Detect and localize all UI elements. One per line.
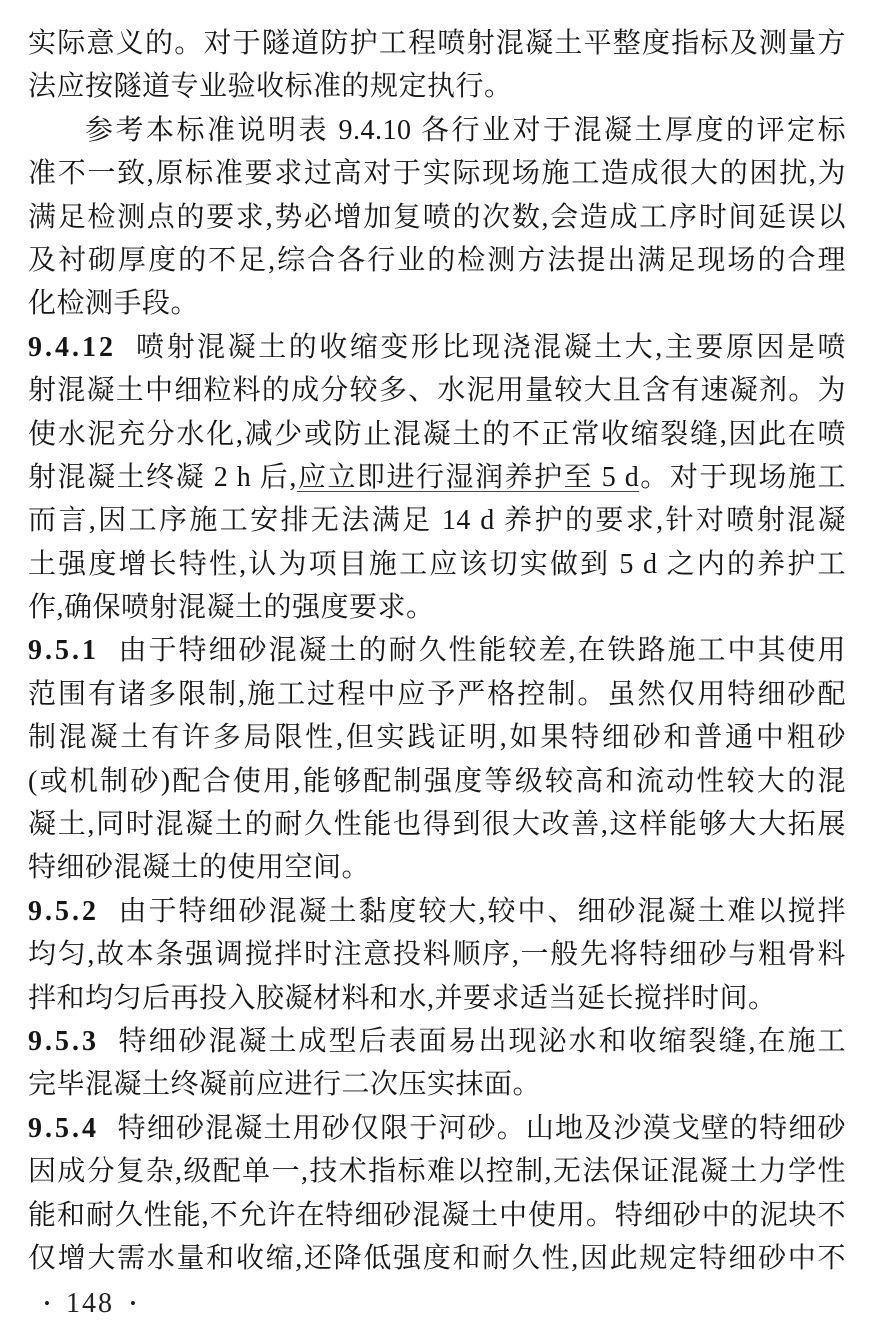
text-segment: 凝土,同时混凝土的耐久性能也得到很大改善,这样能够大大拓展 bbox=[28, 809, 846, 841]
clause-number: 9.5.3 bbox=[28, 1025, 99, 1057]
text-segment: 特细砂混凝土成型后表面易出现泌水和收缩裂缝,在施工 bbox=[117, 1025, 846, 1057]
text-segment: 完毕混凝土终凝前应进行二次压实抹面。 bbox=[28, 1069, 542, 1101]
text-segment: 喷射混凝土的收缩变形比现浇混凝土大,主要原因是喷 bbox=[134, 331, 846, 363]
page-number: 148 bbox=[65, 1288, 114, 1319]
text-segment: 均匀,故本条强调搅拌时注意投料顺序,一般先将特细砂与粗骨料 bbox=[28, 939, 846, 971]
clause-number: 9.5.2 bbox=[28, 895, 99, 927]
underlined-phrase: 应立即进行湿润养护至 5 d bbox=[296, 461, 640, 493]
text-line bbox=[28, 152, 846, 195]
text-line bbox=[28, 543, 846, 586]
text-segment: 而言,因工序施工安排无法满足 14 d 养护的要求,针对喷射混凝 bbox=[28, 505, 846, 537]
text-segment: 特细砂混凝土的使用空间。 bbox=[28, 852, 371, 884]
text-segment: 特细砂混凝土用砂仅限于河砂。山地及沙漠戈壁的特细砂 bbox=[117, 1112, 846, 1144]
text-line bbox=[28, 65, 846, 108]
text-segment: (或机制砂)配合使用,能够配制强度等级较高和流动性较大的混 bbox=[28, 765, 846, 797]
clause-line bbox=[28, 1107, 846, 1150]
text-segment: 仅增大需水量和收缩,还降低强度和耐久性,因此规定特细砂中不 bbox=[28, 1242, 846, 1274]
text-segment: 实际意义的。对于隧道防护工程喷射混凝土平整度指标及测量方 bbox=[28, 28, 846, 59]
text-segment: 拌和均匀后再投入胶凝材料和水,并要求适当延长搅拌时间。 bbox=[28, 982, 777, 1014]
text-line bbox=[28, 369, 846, 412]
text-line bbox=[28, 109, 846, 152]
text-segment: 。对于现场施工 bbox=[639, 461, 846, 493]
page-footer bbox=[44, 1284, 136, 1324]
clause-number: 9.4.12 bbox=[28, 331, 116, 363]
text-segment: 及衬砌厚度的不足,综合各行业的检测方法提出满足现场的合理 bbox=[28, 244, 846, 276]
body-text bbox=[28, 22, 846, 1280]
text-line bbox=[28, 803, 846, 846]
text-line bbox=[28, 22, 846, 65]
text-line bbox=[28, 413, 846, 456]
text-line bbox=[28, 1063, 846, 1106]
text-line bbox=[28, 1237, 846, 1280]
text-line bbox=[28, 760, 846, 803]
text-line bbox=[28, 1194, 846, 1237]
text-segment: 射混凝土终凝 2 h 后, bbox=[28, 461, 297, 493]
clause-line bbox=[28, 1020, 846, 1063]
text-line bbox=[28, 977, 846, 1020]
text-segment: 使水泥充分水化,减少或防止混凝土的不正常收缩裂缝,因此在喷 bbox=[28, 418, 846, 450]
text-segment: 满足检测点的要求,势必增加复喷的次数,会造成工序时间延误以 bbox=[28, 201, 846, 233]
text-line bbox=[28, 456, 846, 499]
text-line bbox=[28, 196, 846, 239]
text-segment: 作,确保喷射混凝土的强度要求。 bbox=[28, 592, 435, 624]
text-line bbox=[28, 933, 846, 976]
clause-line bbox=[28, 326, 846, 369]
text-line bbox=[28, 499, 846, 542]
text-line bbox=[28, 673, 846, 716]
text-segment: 制混凝土有许多局限性,但实践证明,如果特细砂和普通中粗砂 bbox=[28, 722, 846, 754]
clause-number: 9.5.4 bbox=[28, 1112, 99, 1144]
text-line bbox=[28, 1150, 846, 1193]
text-segment: 准不一致,原标准要求过高对于实际现场施工造成很大的困扰,为 bbox=[28, 158, 846, 190]
text-segment: 土强度增长特性,认为项目施工应该切实做到 5 d 之内的养护工 bbox=[28, 548, 846, 580]
text-line bbox=[28, 586, 846, 629]
footer-right-bullet: • bbox=[129, 1294, 136, 1313]
clause-number: 9.5.1 bbox=[28, 635, 99, 667]
text-segment: 能和耐久性能,不允许在特细砂混凝土中使用。特细砂中的泥块不 bbox=[28, 1199, 846, 1231]
text-line bbox=[28, 239, 846, 282]
text-segment: 范围有诸多限制,施工过程中应予严格控制。虽然仅用特细砂配 bbox=[28, 678, 846, 710]
text-segment: 化检测手段。 bbox=[28, 288, 200, 320]
text-segment: 射混凝土中细粒料的成分较多、水泥用量较大且含有速凝剂。为 bbox=[28, 375, 846, 407]
clause-line bbox=[28, 629, 846, 672]
text-segment: 参考本标准说明表 9.4.10 各行业对于混凝土厚度的评定标 bbox=[85, 114, 846, 146]
clause-line bbox=[28, 890, 846, 933]
text-segment: 法应按隧道专业验收标准的规定执行。 bbox=[28, 71, 513, 103]
text-line bbox=[28, 716, 846, 759]
text-line bbox=[28, 282, 846, 325]
text-line bbox=[28, 846, 846, 889]
footer-left-bullet: • bbox=[44, 1294, 50, 1313]
text-segment: 因成分复杂,级配单一,技术指标难以控制,无法保证混凝土力学性 bbox=[28, 1156, 846, 1188]
text-segment: 由于特细砂混凝土黏度较大,较中、细砂混凝土难以搅拌 bbox=[117, 895, 846, 927]
text-segment: 由于特细砂混凝土的耐久性能较差,在铁路施工中其使用 bbox=[117, 635, 846, 667]
